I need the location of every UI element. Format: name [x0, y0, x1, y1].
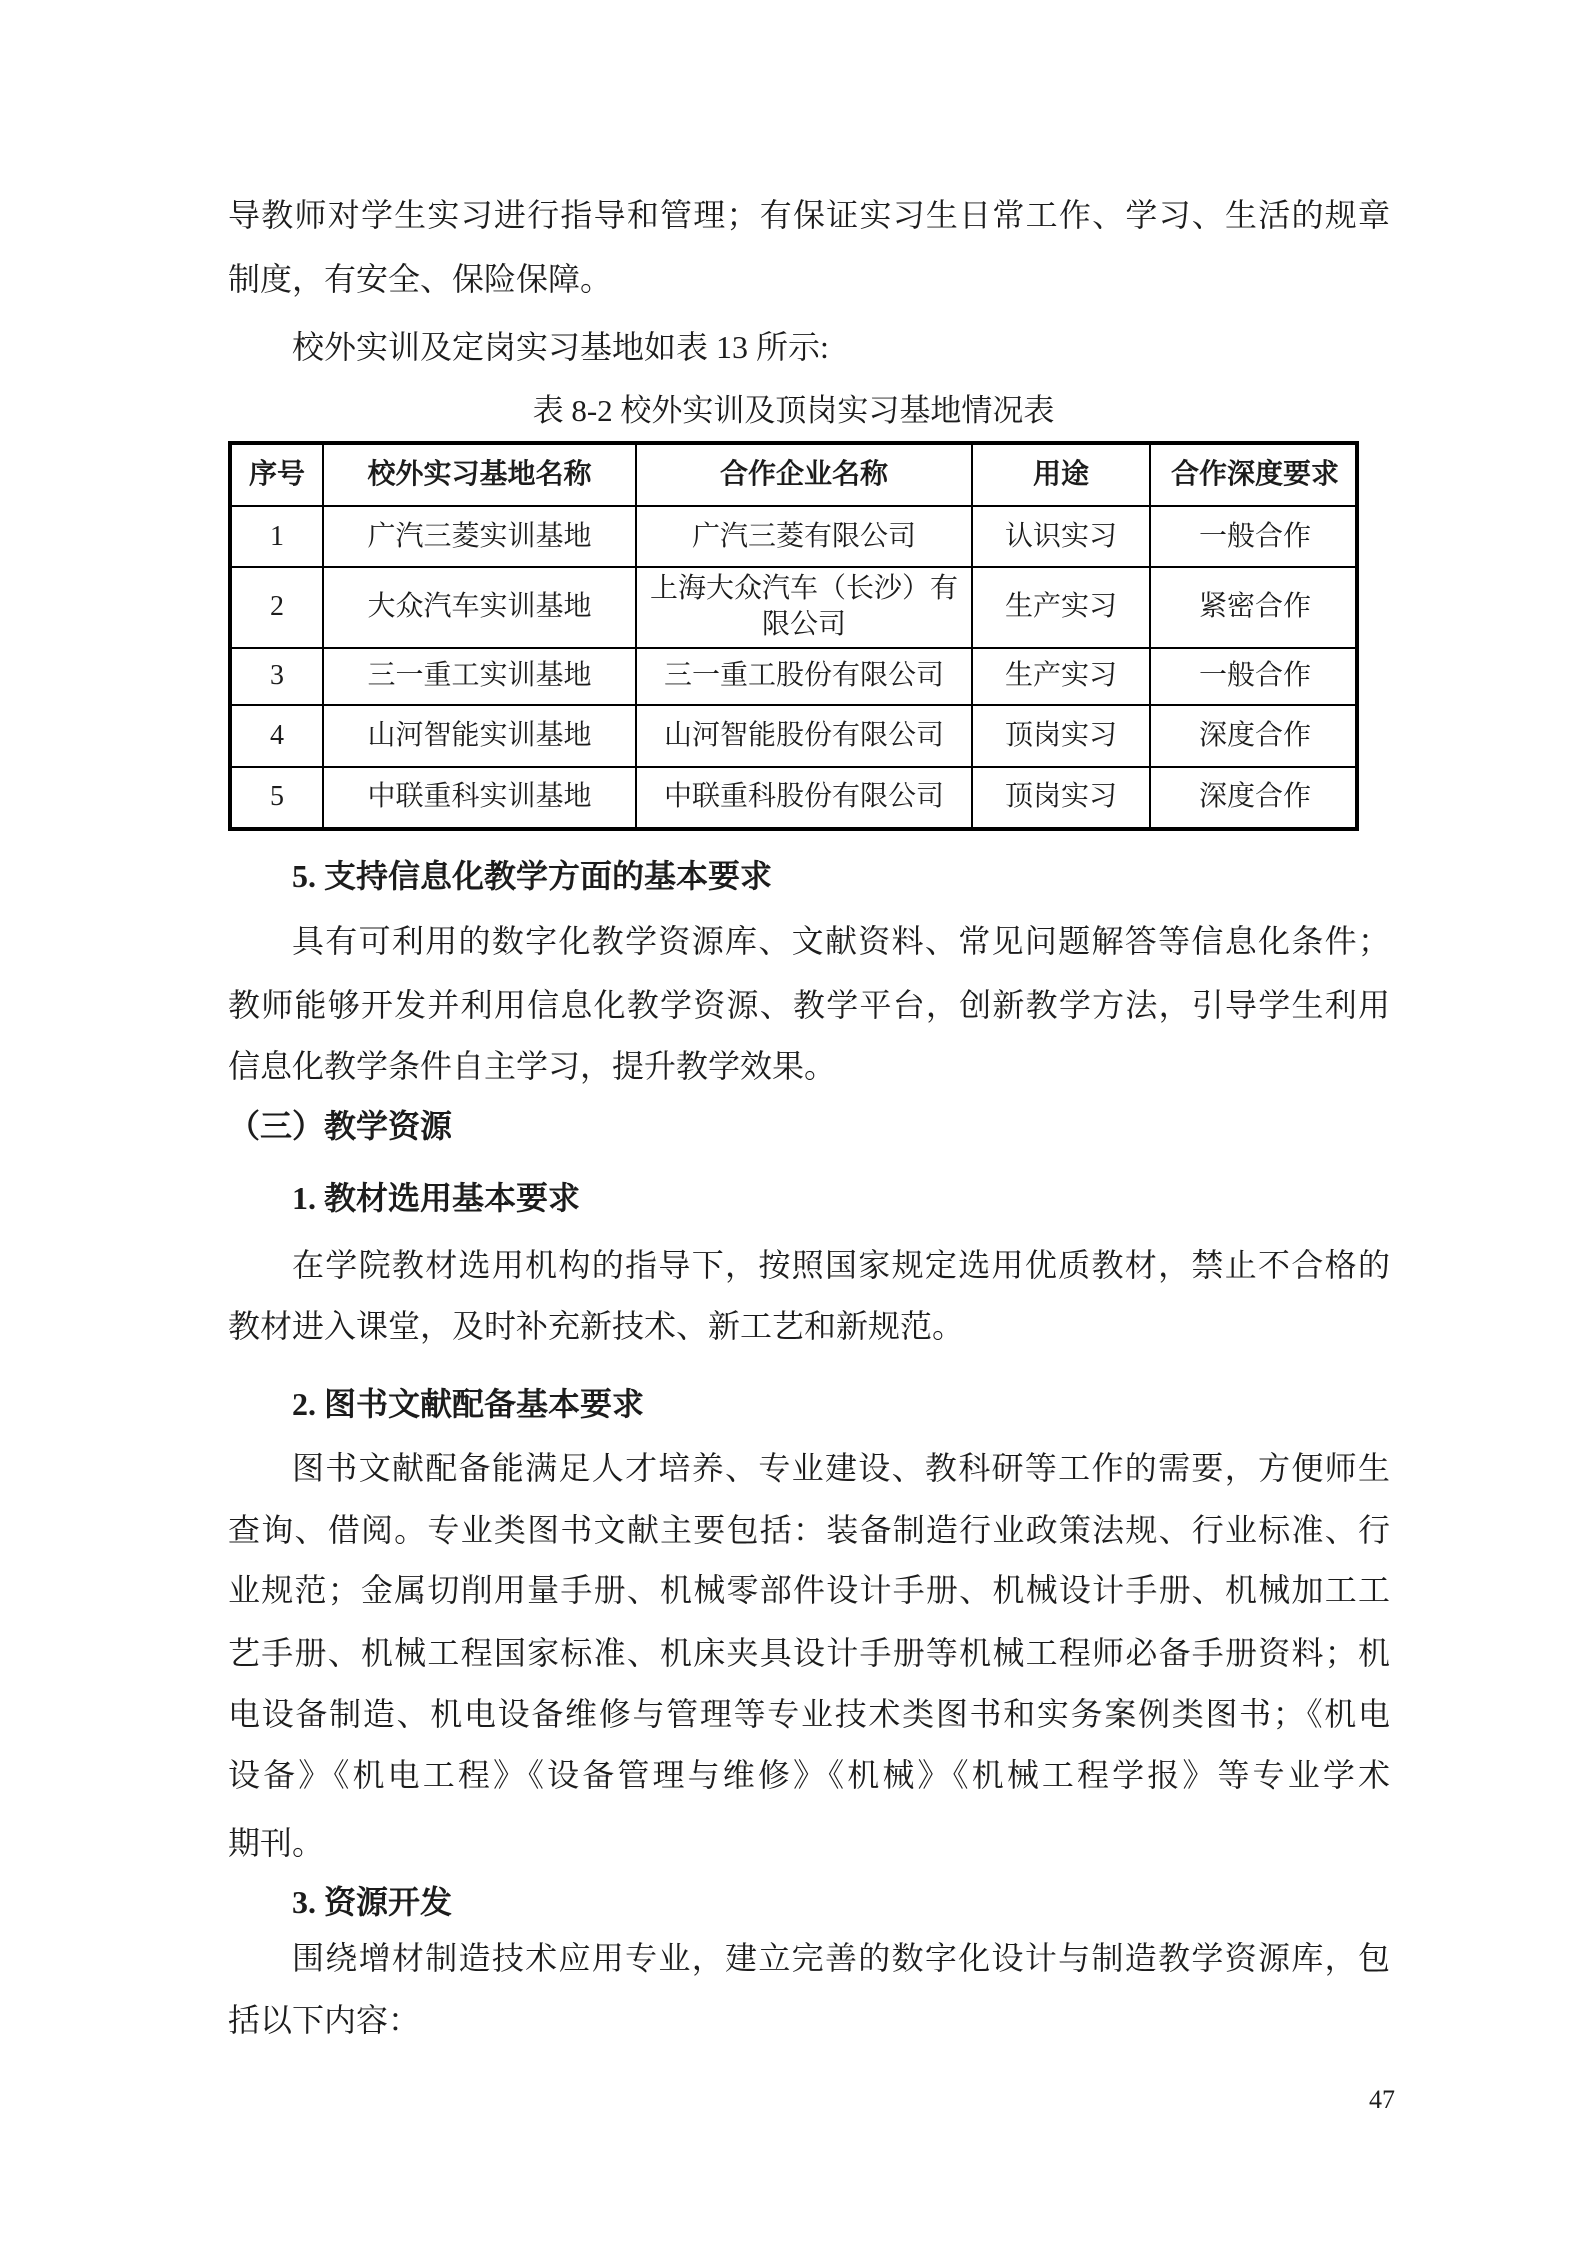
header-cell-no: 序号 — [232, 445, 323, 506]
cell-no: 2 — [232, 567, 323, 647]
cell-company-name: 上海大众汽车（长沙）有限公司 — [636, 567, 972, 647]
heading-resource-development: 3. 资源开发 — [292, 1884, 453, 1920]
cell-company-name: 三一重工股份有限公司 — [636, 648, 972, 705]
header-cell-company-name: 合作企业名称 — [636, 445, 972, 506]
resource-paragraph-line-1: 围绕增材制造技术应用专业，建立完善的数字化设计与制造教学资源库，包 — [292, 1940, 1390, 1976]
intro-paragraph-line-1: 导教师对学生实习进行指导和管理；有保证实习生日常工作、学习、生活的规章 — [228, 197, 1390, 233]
training-base-table — [228, 441, 1359, 831]
page-number: 47 — [1369, 2085, 1395, 2114]
header-cell-base-name: 校外实习基地名称 — [323, 445, 636, 506]
table-row — [232, 506, 1359, 567]
cell-company-name: 山河智能股份有限公司 — [636, 705, 972, 767]
cell-depth: 紧密合作 — [1150, 567, 1359, 647]
cell-depth: 深度合作 — [1150, 705, 1359, 767]
table-caption: 表 8-2 校外实训及顶岗实习基地情况表 — [532, 393, 1055, 428]
header-cell-usage: 用途 — [972, 445, 1150, 506]
info-paragraph-line-3: 信息化教学条件自主学习，提升教学效果。 — [228, 1048, 837, 1084]
info-paragraph-line-2: 教师能够开发并利用信息化教学资源、教学平台，创新教学方法，引导学生利用 — [228, 987, 1390, 1023]
cell-base-name: 三一重工实训基地 — [323, 648, 636, 705]
table-row — [232, 705, 1359, 767]
cell-company-name: 中联重科股份有限公司 — [636, 767, 972, 827]
cell-usage: 顶岗实习 — [972, 705, 1150, 767]
info-paragraph-line-1: 具有可利用的数字化教学资源库、文献资料、常见问题解答等信息化条件； — [292, 923, 1390, 959]
cell-no: 4 — [232, 705, 323, 767]
cell-company-name: 广汽三菱有限公司 — [636, 506, 972, 567]
cell-usage: 顶岗实习 — [972, 767, 1150, 827]
cell-base-name: 广汽三菱实训基地 — [323, 506, 636, 567]
cell-base-name: 中联重科实训基地 — [323, 767, 636, 827]
header-cell-depth: 合作深度要求 — [1150, 445, 1359, 506]
heading-library-provision: 2. 图书文献配备基本要求 — [292, 1386, 645, 1422]
cell-usage: 生产实习 — [972, 567, 1150, 647]
intro-paragraph-line-2: 制度，有安全、保险保障。 — [228, 261, 613, 297]
section-heading-teaching-resources: （三）教学资源 — [228, 1107, 453, 1145]
resource-paragraph-line-2: 括以下内容： — [228, 2002, 421, 2038]
cell-no: 1 — [232, 506, 323, 567]
table-header-row — [232, 445, 1359, 506]
cell-no: 3 — [232, 648, 323, 705]
library-paragraph-line-4: 艺手册、机械工程国家标准、机床夹具设计手册等机械工程师必备手册资料；机 — [228, 1635, 1390, 1671]
table-row — [232, 567, 1359, 647]
heading-textbook-selection: 1. 教材选用基本要求 — [292, 1180, 581, 1216]
cell-depth: 深度合作 — [1150, 767, 1359, 827]
cell-depth: 一般合作 — [1150, 506, 1359, 567]
textbook-paragraph-line-2: 教材进入课堂，及时补充新技术、新工艺和新规范。 — [228, 1308, 965, 1344]
cell-base-name: 大众汽车实训基地 — [323, 567, 636, 647]
library-paragraph-line-6: 设备》《机电工程》《设备管理与维修》《机械》《机械工程学报》等专业学术 — [228, 1757, 1390, 1793]
library-paragraph-line-5: 电设备制造、机电设备维修与管理等专业技术类图书和实务案例类图书；《机电 — [228, 1696, 1390, 1732]
library-paragraph-line-7: 期刊。 — [228, 1825, 325, 1861]
library-paragraph-line-3: 业规范；金属切削用量手册、机械零部件设计手册、机械设计手册、机械加工工 — [228, 1572, 1390, 1608]
library-paragraph-line-2: 查询、借阅。专业类图书文献主要包括：装备制造行业政策法规、行业标准、行 — [228, 1512, 1390, 1548]
cell-base-name: 山河智能实训基地 — [323, 705, 636, 767]
table-intro-line: 校外实训及定岗实习基地如表 13 所示: — [292, 329, 829, 365]
cell-depth: 一般合作 — [1150, 648, 1359, 705]
table-row — [232, 767, 1359, 827]
cell-usage: 认识实习 — [972, 506, 1150, 567]
textbook-paragraph-line-1: 在学院教材选用机构的指导下，按照国家规定选用优质教材，禁止不合格的 — [292, 1247, 1390, 1283]
cell-no: 5 — [232, 767, 323, 827]
heading-info-teaching: 5. 支持信息化教学方面的基本要求 — [292, 858, 773, 894]
library-paragraph-line-1: 图书文献配备能满足人才培养、专业建设、教科研等工作的需要，方便师生 — [292, 1450, 1390, 1486]
table-row — [232, 648, 1359, 705]
cell-usage: 生产实习 — [972, 648, 1150, 705]
